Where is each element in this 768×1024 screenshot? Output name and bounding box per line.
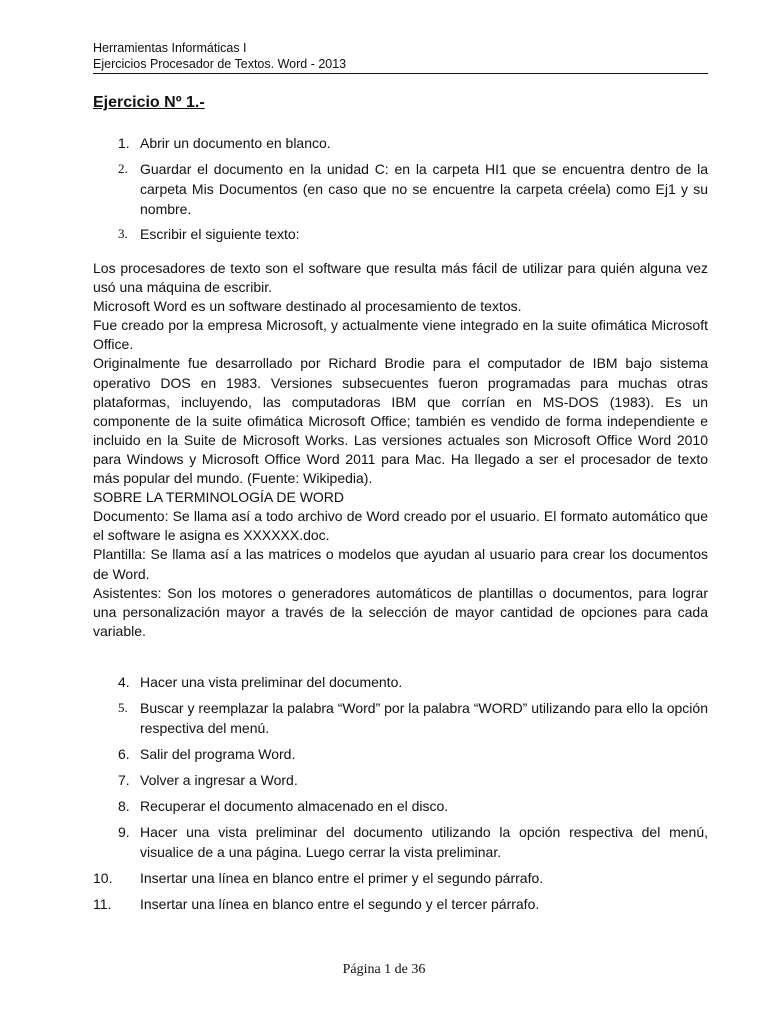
- list-item-text: Buscar y reemplazar la palabra “Word” por la palabra “WORD” utilizando para ello la opción respectiva del menú.: [140, 700, 708, 736]
- paragraph: Originalmente fue desarrollado por Richard Brodie para el computador de IBM bajo sistema operativo DOS en 1983. Versiones subsecuentes fueron programadas para muchas otras plataformas, incluyendo, las computadoras IBM que corrían en MS-DOS (1983). Es un componente de la suite ofimática Microsoft Office; también es vendido de forma independiente e incluido en la Suite de Microsoft Works. Las versiones actuales son Microsoft Office Word 2010 para Windows y Microsoft Office Word 2011 para Mac. Ha llegado a ser el procesador de texto más popular del mundo. (Fuente: Wikipedia).: [93, 355, 708, 487]
- list-item-text: Guardar el documento en la unidad C: en la carpeta HI1 que se encuentra dentro de la carpeta Mis Documentos (en caso que no se encuentre la carpeta créela) como Ej1 y su nombre.: [140, 161, 708, 217]
- list-item: [93, 770, 708, 796]
- list-item: [93, 159, 708, 224]
- list-item-text: Volver a ingresar a Word.: [140, 772, 298, 788]
- list-item: [93, 796, 708, 822]
- paragraph: Asistentes: Son los motores o generadores automáticos de plantillas o documentos, para lograr una personalización mayor a través de la selección de mayor cantidad de opciones para cada variable.: [93, 584, 708, 639]
- list-item-number: 5.: [118, 700, 128, 715]
- list-item-text: Hacer una vista preliminar del documento.: [140, 674, 403, 690]
- exercise-title: Ejercicio Nº 1.-: [93, 94, 205, 111]
- header-subtitle: Ejercicios Procesador de Textos. Word - 2013: [93, 57, 347, 71]
- list-item-number: 6.: [118, 746, 130, 762]
- list-item-number: 4.: [118, 674, 130, 690]
- section-heading: SOBRE LA TERMINOLOGÍA DE WORD: [93, 489, 345, 506]
- list-item: [93, 133, 708, 159]
- list-item: [93, 822, 708, 868]
- list-item: [93, 894, 708, 914]
- list-item-number: 10.: [93, 870, 113, 886]
- list-item-text: Salir del programa Word.: [140, 746, 296, 762]
- list-item-text: Recuperar el documento almacenado en el disco.: [140, 798, 449, 814]
- list-item-text: Insertar una línea en blanco entre el primer y el segundo párrafo.: [140, 870, 544, 886]
- list-item: [93, 744, 708, 770]
- paragraph: Los procesadores de texto son el software que resulta más fácil de utilizar para quién alguna vez usó una máquina de escribir.: [93, 260, 708, 296]
- sample-text: [93, 259, 708, 641]
- list-item-number: 7.: [118, 772, 130, 788]
- list-item-number: 9.: [118, 824, 130, 840]
- list-item: [93, 698, 708, 744]
- list-item: [93, 868, 708, 894]
- paragraph: Plantilla: Se llama así a las matrices o modelos que ayudan al usuario para crear los documentos de Word.: [93, 546, 708, 582]
- list-item-number: 11.: [93, 896, 112, 912]
- list-item-number: 3.: [118, 226, 128, 241]
- list-item-number: 2.: [118, 161, 128, 176]
- list-item-text: Insertar una línea en blanco entre el segundo y el tercer párrafo.: [140, 896, 540, 912]
- list-item-text: Hacer una vista preliminar del documento utilizando la opción respectiva del menú, visualice de a una página. Luego cerrar la vista preliminar.: [140, 824, 708, 860]
- paragraph: Microsoft Word es un software destinado al procesamiento de textos.: [93, 298, 522, 315]
- page-header: [93, 40, 708, 74]
- list-item-number: 8.: [118, 798, 130, 814]
- list-item: [93, 224, 708, 244]
- steps-list-bottom: [93, 672, 708, 914]
- page-number: Página 1 de 36: [342, 962, 426, 977]
- list-item-text: Abrir un documento en blanco.: [140, 135, 331, 151]
- list-item-text: Escribir el siguiente texto:: [140, 226, 300, 242]
- paragraph: Documento: Se llama así a todo archivo de Word creado por el usuario. El formato automático que el software le asigna es XXXXXX.doc.: [93, 508, 708, 544]
- paragraph: Fue creado por la empresa Microsoft, y actualmente viene integrado en la suite ofimática Microsoft Office.: [93, 317, 708, 353]
- steps-list-top: [93, 133, 708, 244]
- list-item: [93, 672, 708, 698]
- list-item-number: 1.: [118, 135, 130, 151]
- header-course: Herramientas Informáticas I: [93, 41, 247, 55]
